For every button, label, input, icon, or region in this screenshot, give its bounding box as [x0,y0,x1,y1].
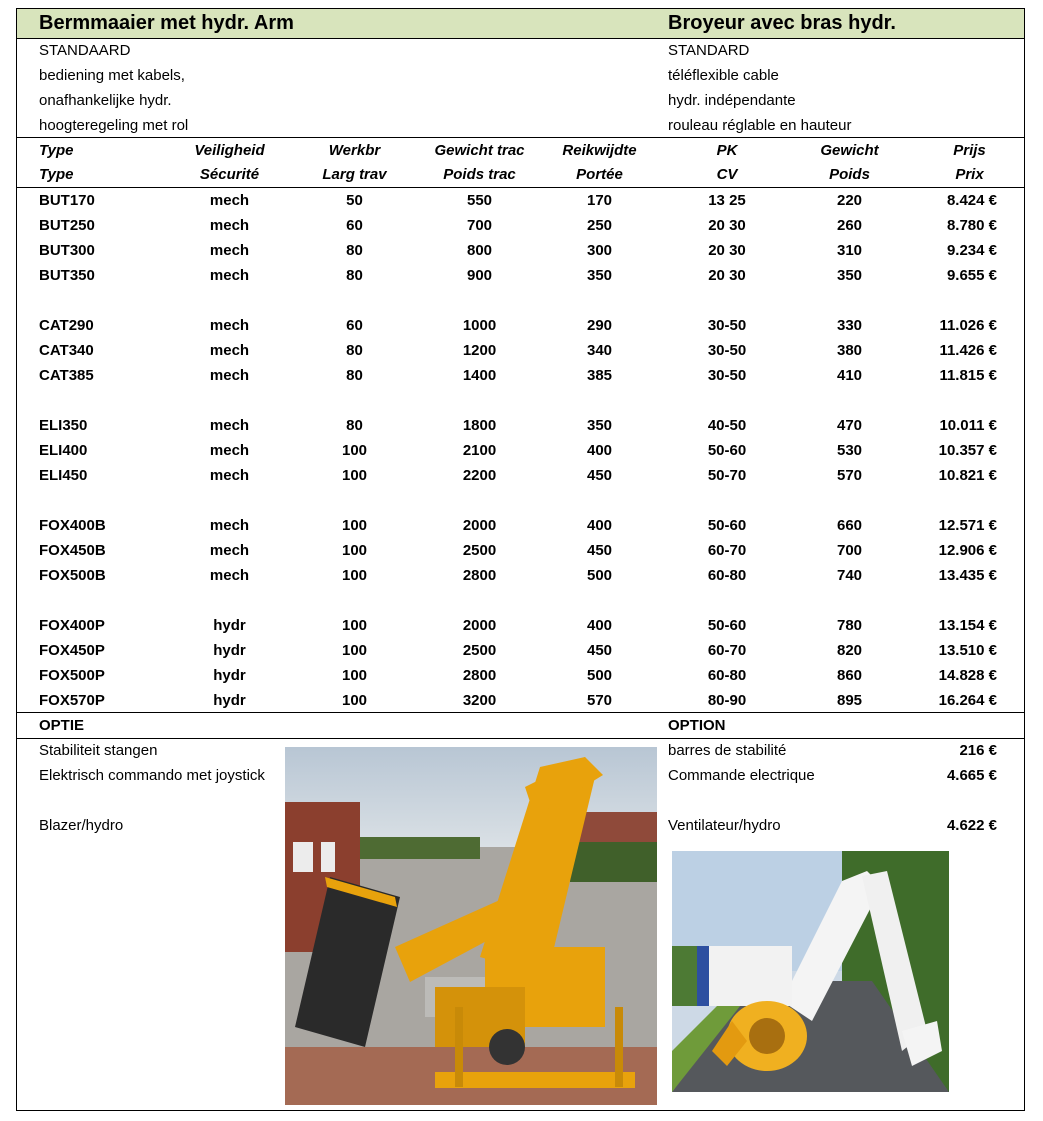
cell-weight: 700 [836,542,863,559]
cell-reach: 450 [586,542,613,559]
cell-type: CAT385 [39,367,94,384]
cell-safety: mech [209,192,250,209]
cell-type: FOX500P [39,667,105,684]
cell-weight: 410 [836,367,863,384]
cell-reach: 340 [586,342,613,359]
cell-weight: 530 [836,442,863,459]
cell-reach: 350 [586,267,613,284]
cell-reach: 570 [586,692,613,709]
cell-type: ELI350 [39,417,88,434]
cell-power: 60-80 [707,567,747,584]
option-label-fr: OPTION [668,717,726,734]
cell-weight: 220 [836,192,863,209]
cell-tractor-weight: 1200 [462,342,497,359]
col-header-weight-fr: Poids [829,166,870,183]
cell-price: 8.424 € [946,192,997,209]
cell-type: CAT340 [39,342,94,359]
cell-reach: 350 [586,417,613,434]
cell-type: FOX400P [39,617,105,634]
cell-type: FOX450P [39,642,105,659]
cell-reach: 400 [586,617,613,634]
cell-price: 11.026 € [939,317,997,334]
cell-weight: 380 [836,342,863,359]
cell-price: 13.435 € [938,567,997,584]
cell-power: 80-90 [707,692,747,709]
standard-nl-0: STANDAARD [39,42,131,59]
cell-work-width: 60 [346,317,363,334]
cell-type: FOX450B [39,542,106,559]
cell-reach: 400 [586,517,613,534]
option-nl-0: Stabiliteit stangen [39,742,158,759]
cell-power: 50-60 [707,517,747,534]
cell-weight: 860 [836,667,863,684]
cell-power: 20 30 [708,267,746,284]
cell-power: 60-70 [707,542,747,559]
cell-safety: hydr [213,642,246,659]
option-nl-2: Blazer/hydro [39,817,124,834]
cell-type: CAT290 [39,317,94,334]
option-price-2: 4.622 € [946,817,997,834]
cell-work-width: 80 [346,242,363,259]
cell-tractor-weight: 2200 [462,467,497,484]
cell-safety: mech [209,267,250,284]
cell-power: 30-50 [707,342,747,359]
cell-safety: mech [209,542,250,559]
cell-weight: 350 [836,267,863,284]
title-fr: Broyeur avec bras hydr. [668,12,896,34]
col-header-power-fr: CV [716,166,738,183]
cell-tractor-weight: 900 [466,267,493,284]
option-fr-2: Ventilateur/hydro [668,817,781,834]
cell-price: 12.571 € [938,517,997,534]
cell-weight: 330 [836,317,863,334]
standard-fr-2: hydr. indépendante [668,92,796,109]
divider [17,738,1024,739]
cell-tractor-weight: 2500 [462,642,497,659]
divider [17,712,1024,713]
cell-price: 13.510 € [938,642,997,659]
standard-nl-1: bediening met kabels, [39,67,185,84]
divider [17,187,1024,188]
col-header-safety-fr: Sécurité [199,166,260,183]
cell-tractor-weight: 800 [466,242,493,259]
col-header-tractor-weight-nl: Gewicht trac [434,142,525,159]
standard-nl-3: hoogteregeling met rol [39,117,189,134]
cell-work-width: 100 [341,542,368,559]
standard-nl-2: onafhankelijke hydr. [39,92,172,109]
cell-power: 30-50 [707,367,747,384]
col-header-reach-fr: Portée [576,166,623,183]
col-header-reach-nl: Reikwijdte [562,142,637,159]
cell-price: 16.264 € [938,692,997,709]
cell-type: FOX570P [39,692,105,709]
standard-fr-0: STANDARD [668,42,750,59]
cell-safety: mech [209,242,250,259]
cell-weight: 780 [836,617,863,634]
cell-weight: 820 [836,642,863,659]
cell-tractor-weight: 2100 [462,442,497,459]
col-header-type-nl: Type [39,142,74,159]
cell-work-width: 100 [341,692,368,709]
option-fr-1: Commande electrique [668,767,815,784]
option-fr-0: barres de stabilité [668,742,787,759]
cell-reach: 290 [586,317,613,334]
cell-price: 10.821 € [938,467,997,484]
cell-work-width: 100 [341,442,368,459]
divider [17,137,1024,138]
cell-tractor-weight: 550 [466,192,493,209]
cell-safety: mech [209,217,250,234]
cell-reach: 170 [586,192,613,209]
header-band [17,9,1024,39]
cell-type: ELI450 [39,467,88,484]
cell-power: 30-50 [707,317,747,334]
cell-reach: 385 [586,367,613,384]
cell-safety: mech [209,467,250,484]
option-label-nl: OPTIE [39,717,85,734]
cell-weight: 470 [836,417,863,434]
cell-power: 60-70 [707,642,747,659]
cell-safety: hydr [213,692,246,709]
cell-tractor-weight: 700 [466,217,493,234]
cell-work-width: 80 [346,367,363,384]
option-price-1: 4.665 € [946,767,997,784]
cell-safety: mech [209,567,250,584]
cell-power: 20 30 [708,217,746,234]
cell-work-width: 80 [346,417,363,434]
cell-reach: 300 [586,242,613,259]
col-header-power-nl: PK [716,142,738,159]
col-header-type-fr: Type [39,166,74,183]
cell-tractor-weight: 2800 [462,567,497,584]
cell-work-width: 80 [346,342,363,359]
cell-power: 60-80 [707,667,747,684]
cell-work-width: 50 [346,192,363,209]
cell-type: FOX400B [39,517,106,534]
cell-reach: 450 [586,467,613,484]
cell-safety: hydr [213,617,246,634]
cell-tractor-weight: 2000 [462,617,497,634]
cell-work-width: 100 [341,667,368,684]
cell-power: 50-70 [707,467,747,484]
cell-work-width: 80 [346,267,363,284]
col-header-safety-nl: Veiligheid [194,142,265,159]
option-price-0: 216 € [959,742,997,759]
option-nl-1: Elektrisch commando met joystick [39,767,265,784]
cell-weight: 895 [836,692,863,709]
cell-power: 50-60 [707,442,747,459]
cell-work-width: 100 [341,567,368,584]
cell-work-width: 100 [341,467,368,484]
title-nl: Bermmaaier met hydr. Arm [39,12,294,34]
cell-price: 8.780 € [946,217,997,234]
col-header-price-nl: Prijs [953,142,986,159]
cell-power: 20 30 [708,242,746,259]
cell-reach: 250 [586,217,613,234]
cell-safety: mech [209,342,250,359]
cell-reach: 450 [586,642,613,659]
cell-tractor-weight: 1000 [462,317,497,334]
cell-type: ELI400 [39,442,88,459]
col-header-weight-nl: Gewicht [820,142,879,159]
cell-type: BUT350 [39,267,95,284]
cell-price: 11.815 € [939,367,997,384]
col-header-price-fr: Prix [955,166,984,183]
cell-price: 12.906 € [938,542,997,559]
cell-tractor-weight: 1800 [462,417,497,434]
cell-type: BUT170 [39,192,95,209]
cell-work-width: 60 [346,217,363,234]
cell-weight: 660 [836,517,863,534]
cell-power: 50-60 [707,617,747,634]
cell-safety: mech [209,317,250,334]
cell-price: 9.234 € [946,242,997,259]
cell-tractor-weight: 2500 [462,542,497,559]
cell-price: 10.357 € [938,442,997,459]
cell-price: 14.828 € [938,667,997,684]
cell-work-width: 100 [341,617,368,634]
cell-safety: mech [209,417,250,434]
cell-weight: 310 [836,242,863,259]
mower-photo [285,747,657,1105]
col-header-work-width-fr: Larg trav [322,166,387,183]
cell-safety: mech [209,367,250,384]
cell-safety: hydr [213,667,246,684]
cell-tractor-weight: 2000 [462,517,497,534]
cell-work-width: 100 [341,642,368,659]
cell-type: BUT300 [39,242,95,259]
cell-type: BUT250 [39,217,95,234]
cell-tractor-weight: 3200 [462,692,497,709]
cell-work-width: 100 [341,517,368,534]
col-header-tractor-weight-fr: Poids trac [443,166,516,183]
blower-photo [672,851,949,1092]
cell-price: 13.154 € [938,617,997,634]
price-sheet [16,8,1025,1111]
cell-safety: mech [209,442,250,459]
cell-price: 11.426 € [939,342,997,359]
standard-fr-1: téléflexible cable [668,67,779,84]
cell-price: 10.011 € [939,417,997,434]
cell-safety: mech [209,517,250,534]
cell-weight: 740 [836,567,863,584]
standard-fr-3: rouleau réglable en hauteur [668,117,852,134]
col-header-work-width-nl: Werkbr [328,142,381,159]
cell-tractor-weight: 2800 [462,667,497,684]
cell-weight: 260 [836,217,863,234]
cell-type: FOX500B [39,567,106,584]
cell-reach: 400 [586,442,613,459]
cell-price: 9.655 € [946,267,997,284]
cell-tractor-weight: 1400 [462,367,497,384]
cell-weight: 570 [836,467,863,484]
cell-reach: 500 [586,667,613,684]
cell-power: 13 25 [708,192,746,209]
cell-reach: 500 [586,567,613,584]
cell-power: 40-50 [707,417,747,434]
